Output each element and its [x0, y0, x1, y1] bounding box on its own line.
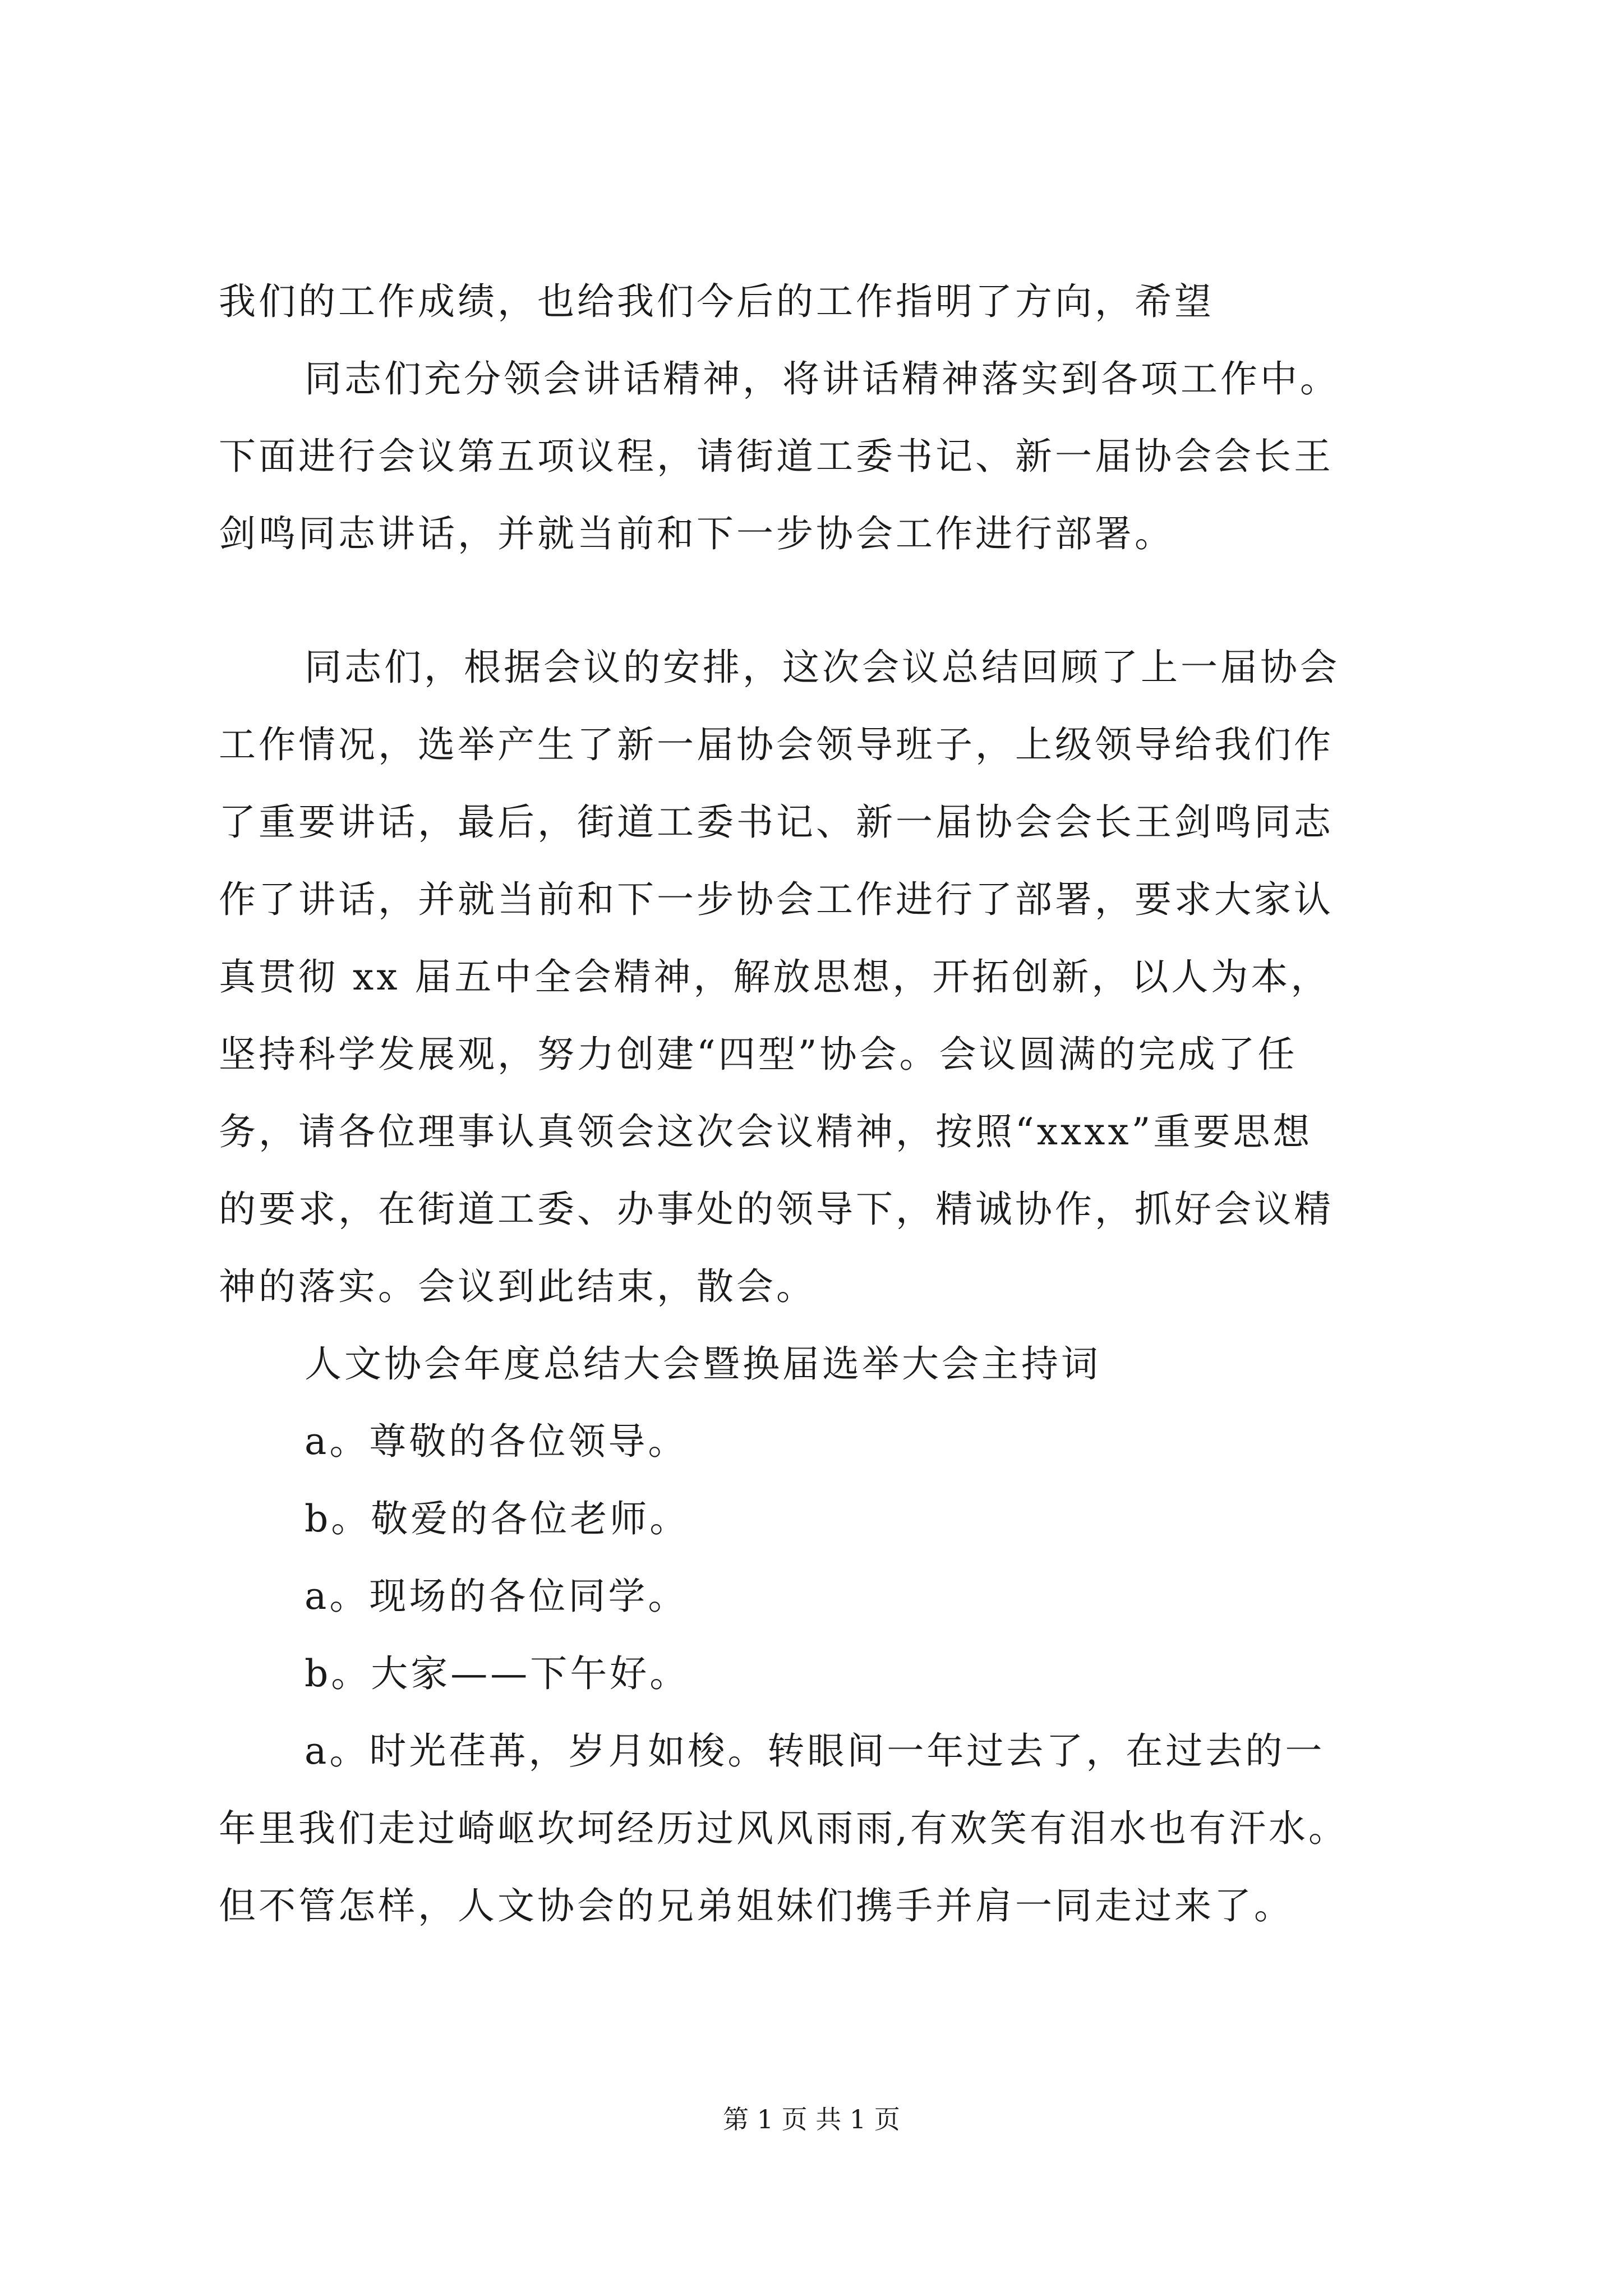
- paragraph-line: 了重要讲话，最后，街道工委书记、新一届协会会长王剑鸣同志: [219, 800, 1334, 844]
- paragraph-line: 剑鸣同志讲话，并就当前和下一步协会工作进行部署。: [219, 512, 1174, 555]
- section-heading: 人文协会年度总结大会暨换届选举大会主持词: [305, 1342, 1101, 1386]
- paragraph-line: 我们的工作成绩，也给我们今后的工作指明了方向，希望: [219, 280, 1214, 323]
- paragraph-line: a。现场的各位同学。: [305, 1575, 688, 1618]
- paragraph-line: 坚持科学发展观，努力创建“四型”协会。会议圆满的完成了任: [219, 1033, 1298, 1076]
- paragraph-line: 同志们，根据会议的安排，这次会议总结回顾了上一届协会: [305, 646, 1340, 689]
- paragraph-line: a。时光荏苒，岁月如梭。转眼间一年过去了，在过去的一: [305, 1729, 1325, 1773]
- paragraph-line: 作了讲话，并就当前和下一步协会工作进行了部署，要求大家认: [219, 878, 1334, 921]
- paragraph-line: 但不管怎样，人文协会的兄弟姐妹们携手并肩一同走过来了。: [219, 1884, 1294, 1927]
- paragraph-line: a。尊敬的各位领导。: [305, 1420, 688, 1463]
- paragraph-line: 工作情况，选举产生了新一届协会领导班子，上级领导给我们作: [219, 723, 1334, 766]
- paragraph-line: 同志们充分领会讲话精神，将讲话精神落实到各项工作中。: [305, 357, 1340, 401]
- paragraph-line: b。敬爱的各位老师。: [305, 1497, 690, 1540]
- paragraph-line: 年里我们走过崎岖坎坷经历过风风雨雨,有欢笑有泪水也有汗水。: [219, 1807, 1348, 1850]
- paragraph-line: 的要求，在街道工委、办事处的领导下，精诚协作，抓好会议精: [219, 1188, 1334, 1231]
- page-footer: 第 1 页 共 1 页: [723, 2104, 900, 2134]
- paragraph-line: 下面进行会议第五项议程，请街道工委书记、新一届协会会长王: [219, 435, 1334, 478]
- paragraph-line: 真贯彻 xx 届五中全会精神，解放思想，开拓创新，以人为本，: [219, 955, 1331, 999]
- paragraph-line: 神的落实。会议到此结束，散会。: [219, 1265, 816, 1308]
- paragraph-line: b。大家——下午好。: [305, 1652, 690, 1695]
- paragraph-line: 务，请各位理事认真领会这次会议精神，按照“xxxx”重要思想: [219, 1110, 1313, 1153]
